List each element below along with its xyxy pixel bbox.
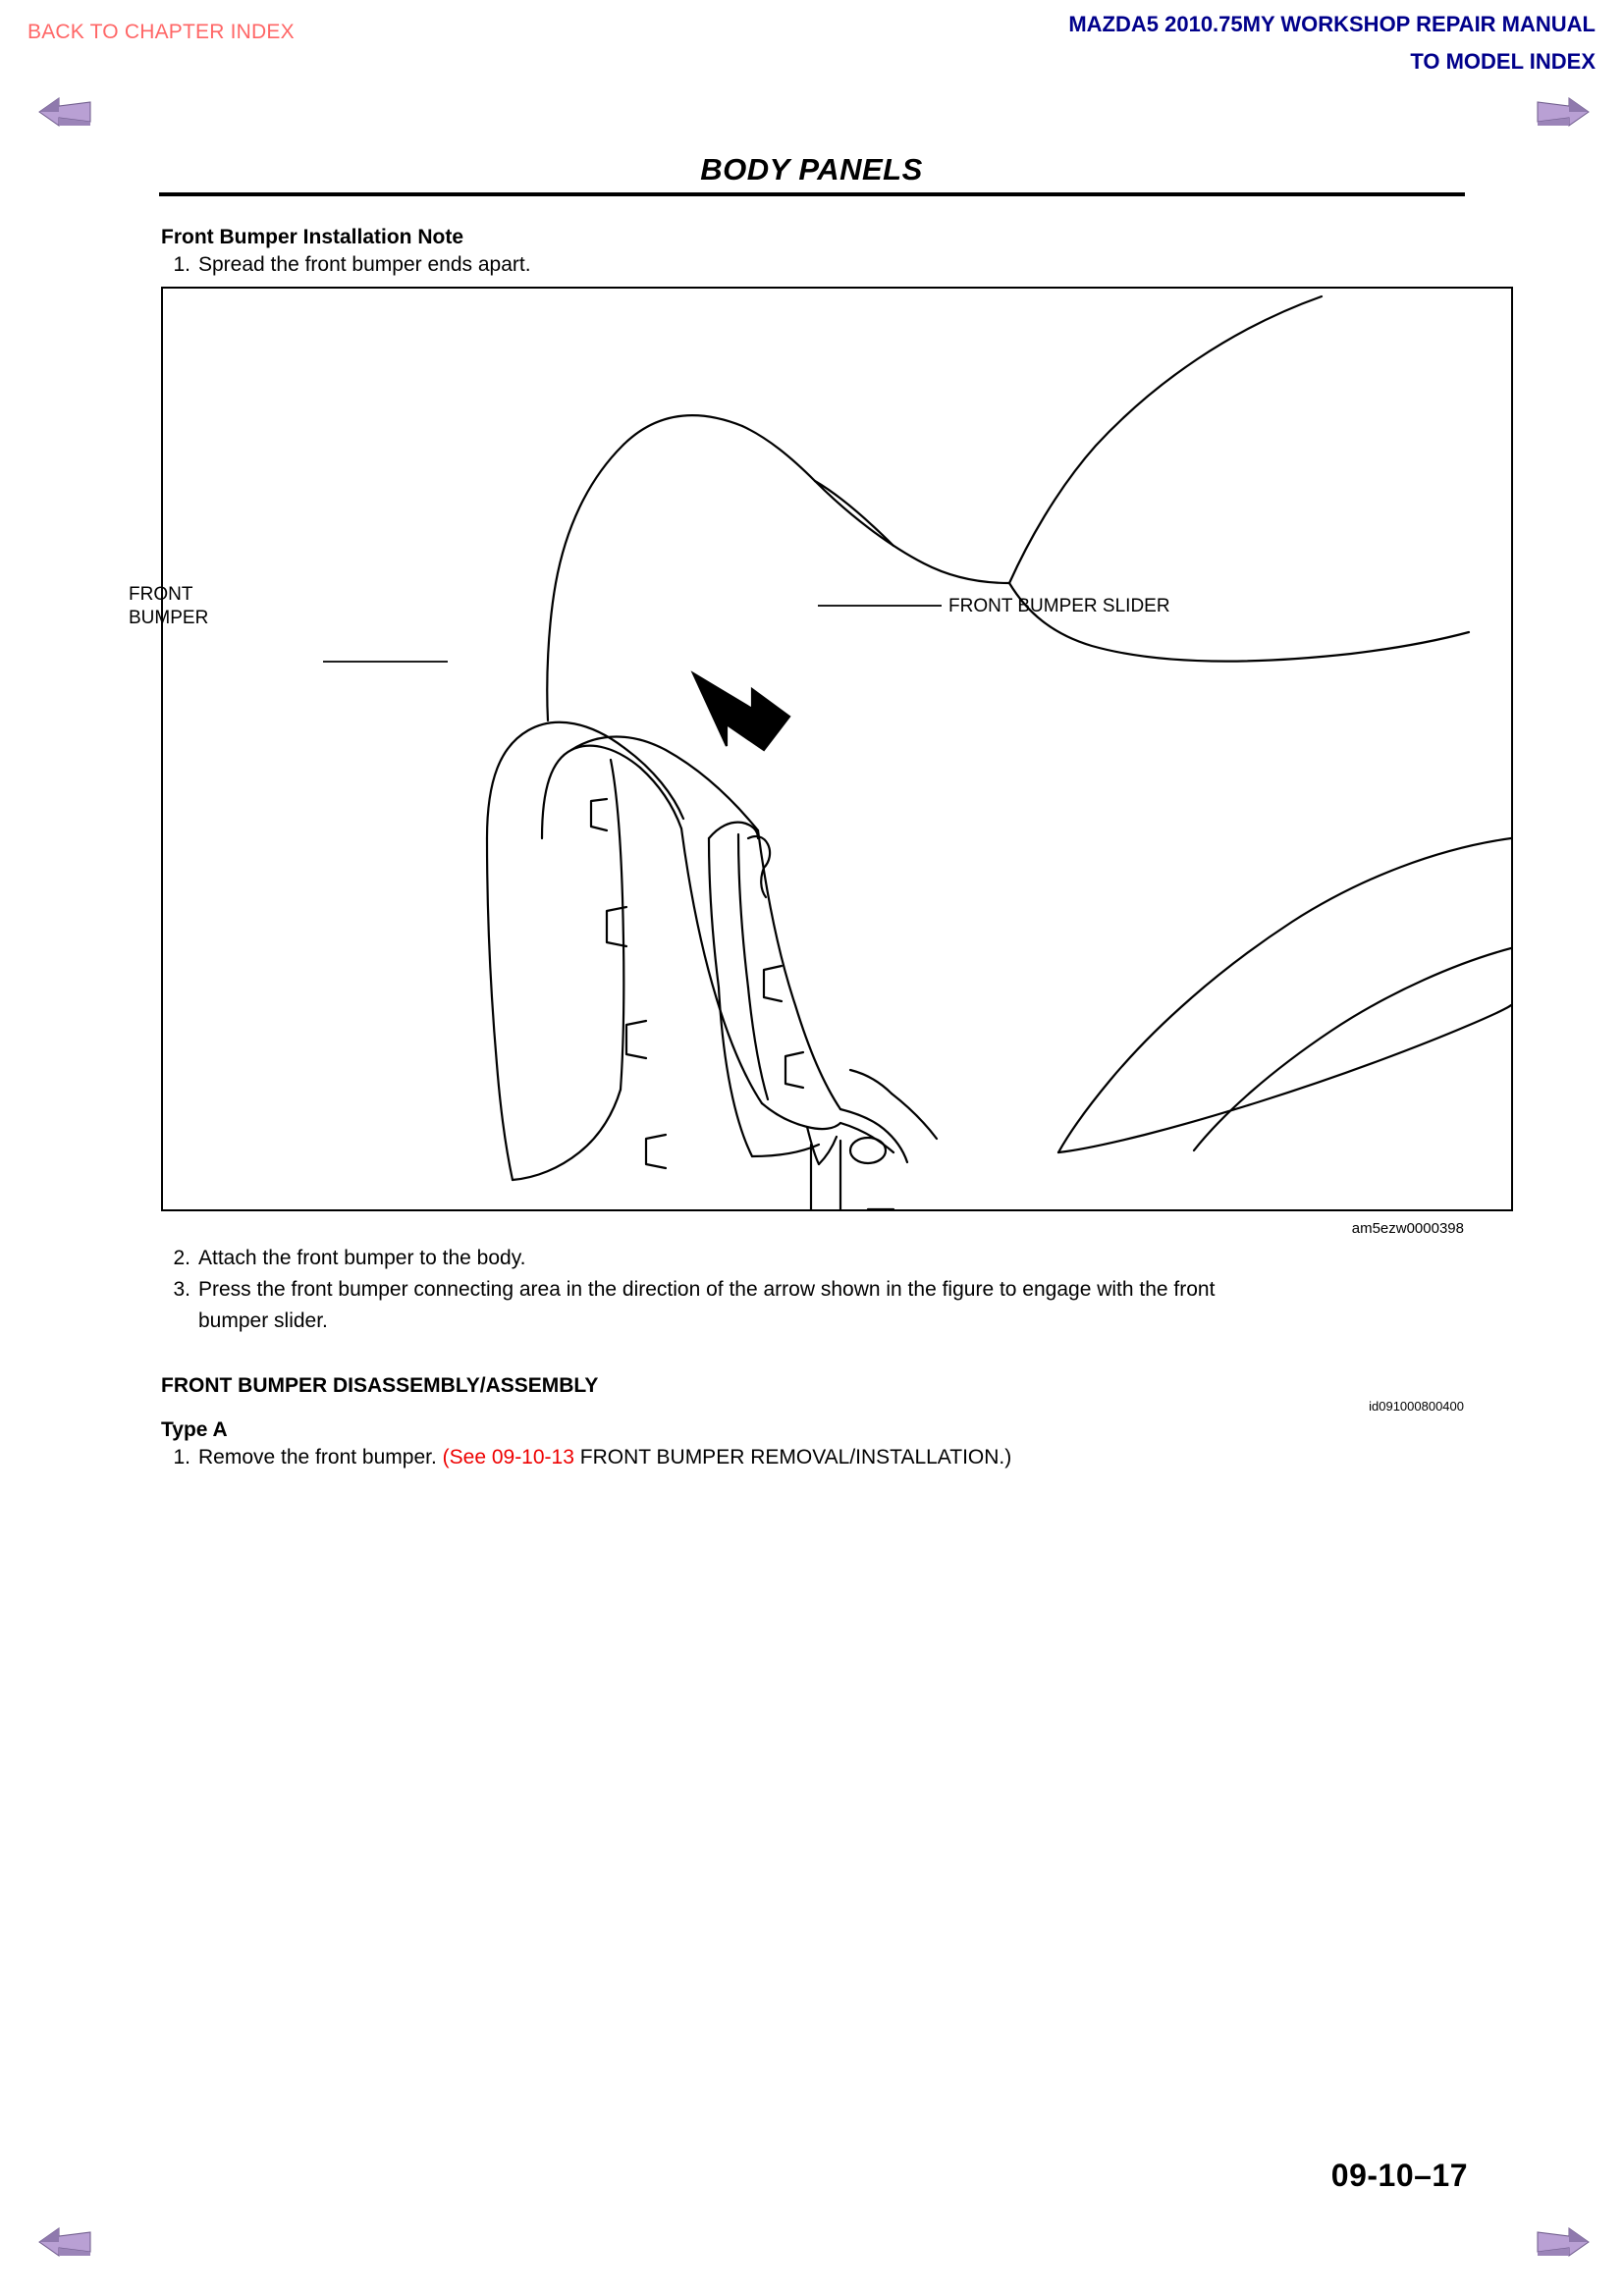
cross-reference-link[interactable]: (See 09-10-13 [442,1446,574,1468]
install-step-3-continued: bumper slider. [198,1309,328,1332]
step-text: Attach the front bumper to the body. [198,1247,526,1269]
step-text-before: Remove the front bumper. [198,1446,443,1468]
step-text-after: FRONT BUMPER REMOVAL/INSTALLATION.) [573,1446,1012,1468]
figure-code: am5ezw0000398 [1351,1220,1464,1237]
step-text: Press the front bumper connecting area in the direction of the arrow shown in the figure to engage with the front [198,1278,1216,1301]
left-arrow-icon-top[interactable] [37,93,92,131]
subheading-type-a: Type A [161,1418,228,1441]
step-number: 3. [173,1278,190,1301]
step-number: 1. [173,253,190,276]
title-divider [159,192,1465,196]
page-number: 09-10–17 [1330,2158,1468,2193]
step-number: 2. [173,1247,190,1269]
right-arrow-icon-bottom[interactable] [1536,2223,1591,2261]
step-number: 1. [173,1446,190,1468]
figure-front-bumper-spread [129,287,1513,1211]
section-id-code: id091000800400 [1369,1399,1464,1414]
heading-front-bumper-installation-note: Front Bumper Installation Note [161,226,464,248]
step-text [190,1446,1011,1469]
page-title: BODY PANELS [700,152,923,187]
disassembly-step-1 [161,1446,1011,1469]
install-step-2 [161,1247,525,1270]
install-step-3 [161,1278,1215,1302]
right-arrow-icon-top[interactable] [1536,93,1591,131]
figure-callout-front-bumper-slider: FRONT BUMPER SLIDER [948,596,1170,616]
left-arrow-icon-bottom[interactable] [37,2223,92,2261]
figure-callout-front-bumper: FRONT BUMPER [129,584,209,628]
direction-arrow [693,673,789,750]
to-model-index-link[interactable]: TO MODEL INDEX [1410,49,1596,74]
install-step-1 [161,253,531,277]
back-to-chapter-index-link[interactable]: BACK TO CHAPTER INDEX [27,21,295,43]
manual-title: MAZDA5 2010.75MY WORKSHOP REPAIR MANUAL [1068,12,1596,36]
step-text: Spread the front bumper ends apart. [198,253,531,276]
heading-front-bumper-disassembly-assembly: FRONT BUMPER DISASSEMBLY/ASSEMBLY [161,1374,599,1397]
